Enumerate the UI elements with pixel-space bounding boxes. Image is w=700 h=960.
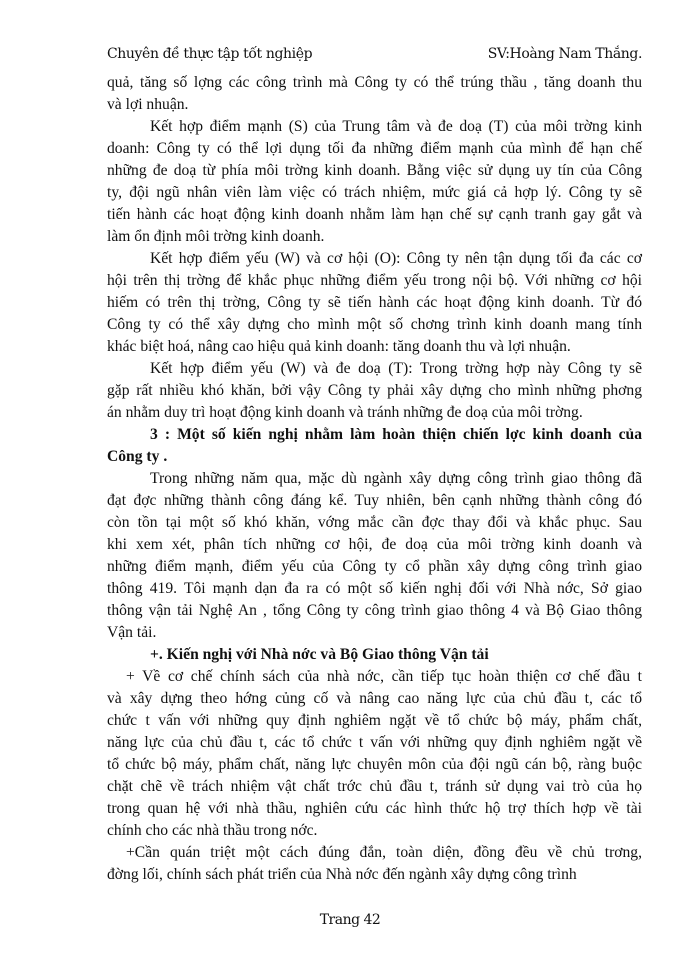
paragraph [107, 248, 642, 358]
text-line: hiếm có trên thị trờng, Công ty sẽ tiến hành các hoạt động kinh doanh. Từ đó [107, 294, 642, 311]
text-line: chặt chẽ về trách nhiệm vật chất trớc chủ đầu t, tránh sử dụng vai trò của họ [107, 778, 642, 795]
text-line: thông 419. Tôi mạnh dạn đa ra có một số kiến nghị đối với Nhà nớc, Sở giao [107, 580, 642, 597]
paragraph [107, 468, 642, 644]
text-line: và xây dựng theo hớng củng cố và nâng cao năng lực của chủ đầu t, các tổ [107, 690, 642, 707]
text-line: trong quan hệ với nhà thầu, nghiên cứu các hình thức hộ trợ thích hợp về tài [107, 800, 642, 817]
paragraph [107, 72, 642, 116]
text-line: doanh: Công ty có thể lợi dụng tối đa những điểm mạnh của mình để hạn chế [107, 140, 642, 157]
text-line: những đe doạ từ phía môi trờng kinh doanh. Bằng việc sử dụng uy tín của Công [107, 162, 642, 179]
text-line: +Cần quán triệt một cách đúng đắn, toàn diện, đồng đều về chủ trơng, [126, 844, 642, 861]
paragraph [107, 842, 642, 886]
page-number: Trang 42 [319, 912, 381, 928]
text-line: gặp rất nhiều khó khăn, bởi vậy Công ty phải xây dựng cho mình những phơng [107, 382, 642, 399]
text-line: tiến hành các hoạt động kinh doanh nhằm làm hạn chế sự cạnh tranh gay gắt và [107, 206, 642, 223]
text-line: Kết hợp điểm yếu (W) và cơ hội (O): Công ty nên tận dụng tối đa các cơ [150, 250, 642, 267]
text-line: Trong những năm qua, mặc dù ngành xây dựng công trình giao thông đã [150, 470, 642, 487]
text-line: Công ty có thể xây dựng cho mình một số chơng trình kinh doanh mang tính [107, 316, 642, 333]
text-line: 3 : Một số kiến nghị nhằm làm hoàn thiện chiến lợc kinh doanh của [150, 426, 642, 443]
text-line: khi xem xét, phân tích những cơ hội, đe doạ của môi trờng kinh doanh và [107, 536, 642, 553]
text-line: thông vận tải Nghệ An , tổng Công ty công trình giao thông 4 và Bộ Giao thông [107, 602, 642, 619]
subsection-heading [107, 644, 642, 666]
text-line: chức t vấn với những quy định nghiêm ngặt về tổ chức bộ máy, phẩm chất, [107, 712, 642, 729]
text-line: Kết hợp điểm yếu (W) và đe doạ (T): Trong trờng hợp này Công ty sẽ [150, 360, 642, 377]
document-body [107, 72, 642, 886]
paragraph [107, 358, 642, 424]
text-line: còn tồn tại một số khó khăn, vớng mắc cần đợc thay đổi và khắc phục. Sau [107, 514, 642, 531]
text-line: Vận tải. [107, 624, 157, 641]
text-line: + Về cơ chế chính sách của nhà nớc, cần tiếp tục hoàn thiện cơ chế đầu t [126, 668, 642, 685]
text-line: làm ổn định môi trờng kinh doanh. [107, 228, 325, 245]
text-line: quả, tăng số lợng các công trình mà Công ty có thể trúng thầu , tăng doanh thu [107, 74, 642, 91]
text-line: đờng lối, chính sách phát triển của Nhà nớc đến ngành xây dựng công trình [107, 866, 577, 883]
text-line: Kết hợp điểm mạnh (S) của Trung tâm và đe doạ (T) của môi trờng kinh [150, 118, 642, 135]
text-line: +. Kiến nghị với Nhà nớc và Bộ Giao thông Vận tải [150, 646, 489, 663]
text-line: chính cho các nhà thầu trong nớc. [107, 822, 318, 839]
text-line: khác biệt hoá, nâng cao hiệu quả kinh doanh: tăng doanh thu và lợi nhuận. [107, 338, 571, 355]
text-line: hội trên thị trờng để khắc phục những điểm yếu trong nội bộ. Với những cơ hội [107, 272, 642, 289]
text-line: tổ chức bộ máy, phẩm chất, năng lực chuyên môn của đội ngũ cán bộ, ràng buộc [107, 756, 642, 773]
text-line: đạt đợc những thành công đáng kể. Tuy nhiên, bên cạnh những thành công đó [107, 492, 642, 509]
running-header-author: SV:Hoàng Nam Thắng. [487, 46, 642, 62]
text-line: ty, đội ngũ nhân viên làm việc có trách nhiệm, mức giá cả hợp lý. Công ty sẽ [107, 184, 642, 201]
text-line: án nhằm duy trì hoạt động kinh doanh và tránh những đe doạ của môi trờng. [107, 404, 583, 421]
paragraph [107, 116, 642, 248]
text-line: năng lực của chủ đầu t, các tổ chức t vấn với những quy định nghiêm ngặt về [107, 734, 642, 751]
paragraph [107, 666, 642, 842]
text-line: những điểm mạnh, điểm yếu của Công ty cổ phần xây dựng công trình giao [107, 558, 642, 575]
text-line: và lợi nhuận. [107, 96, 189, 113]
text-line: Công ty . [107, 448, 168, 465]
running-header-title: Chuyên đề thực tập tốt nghiệp [107, 46, 313, 62]
section-heading [107, 424, 642, 468]
